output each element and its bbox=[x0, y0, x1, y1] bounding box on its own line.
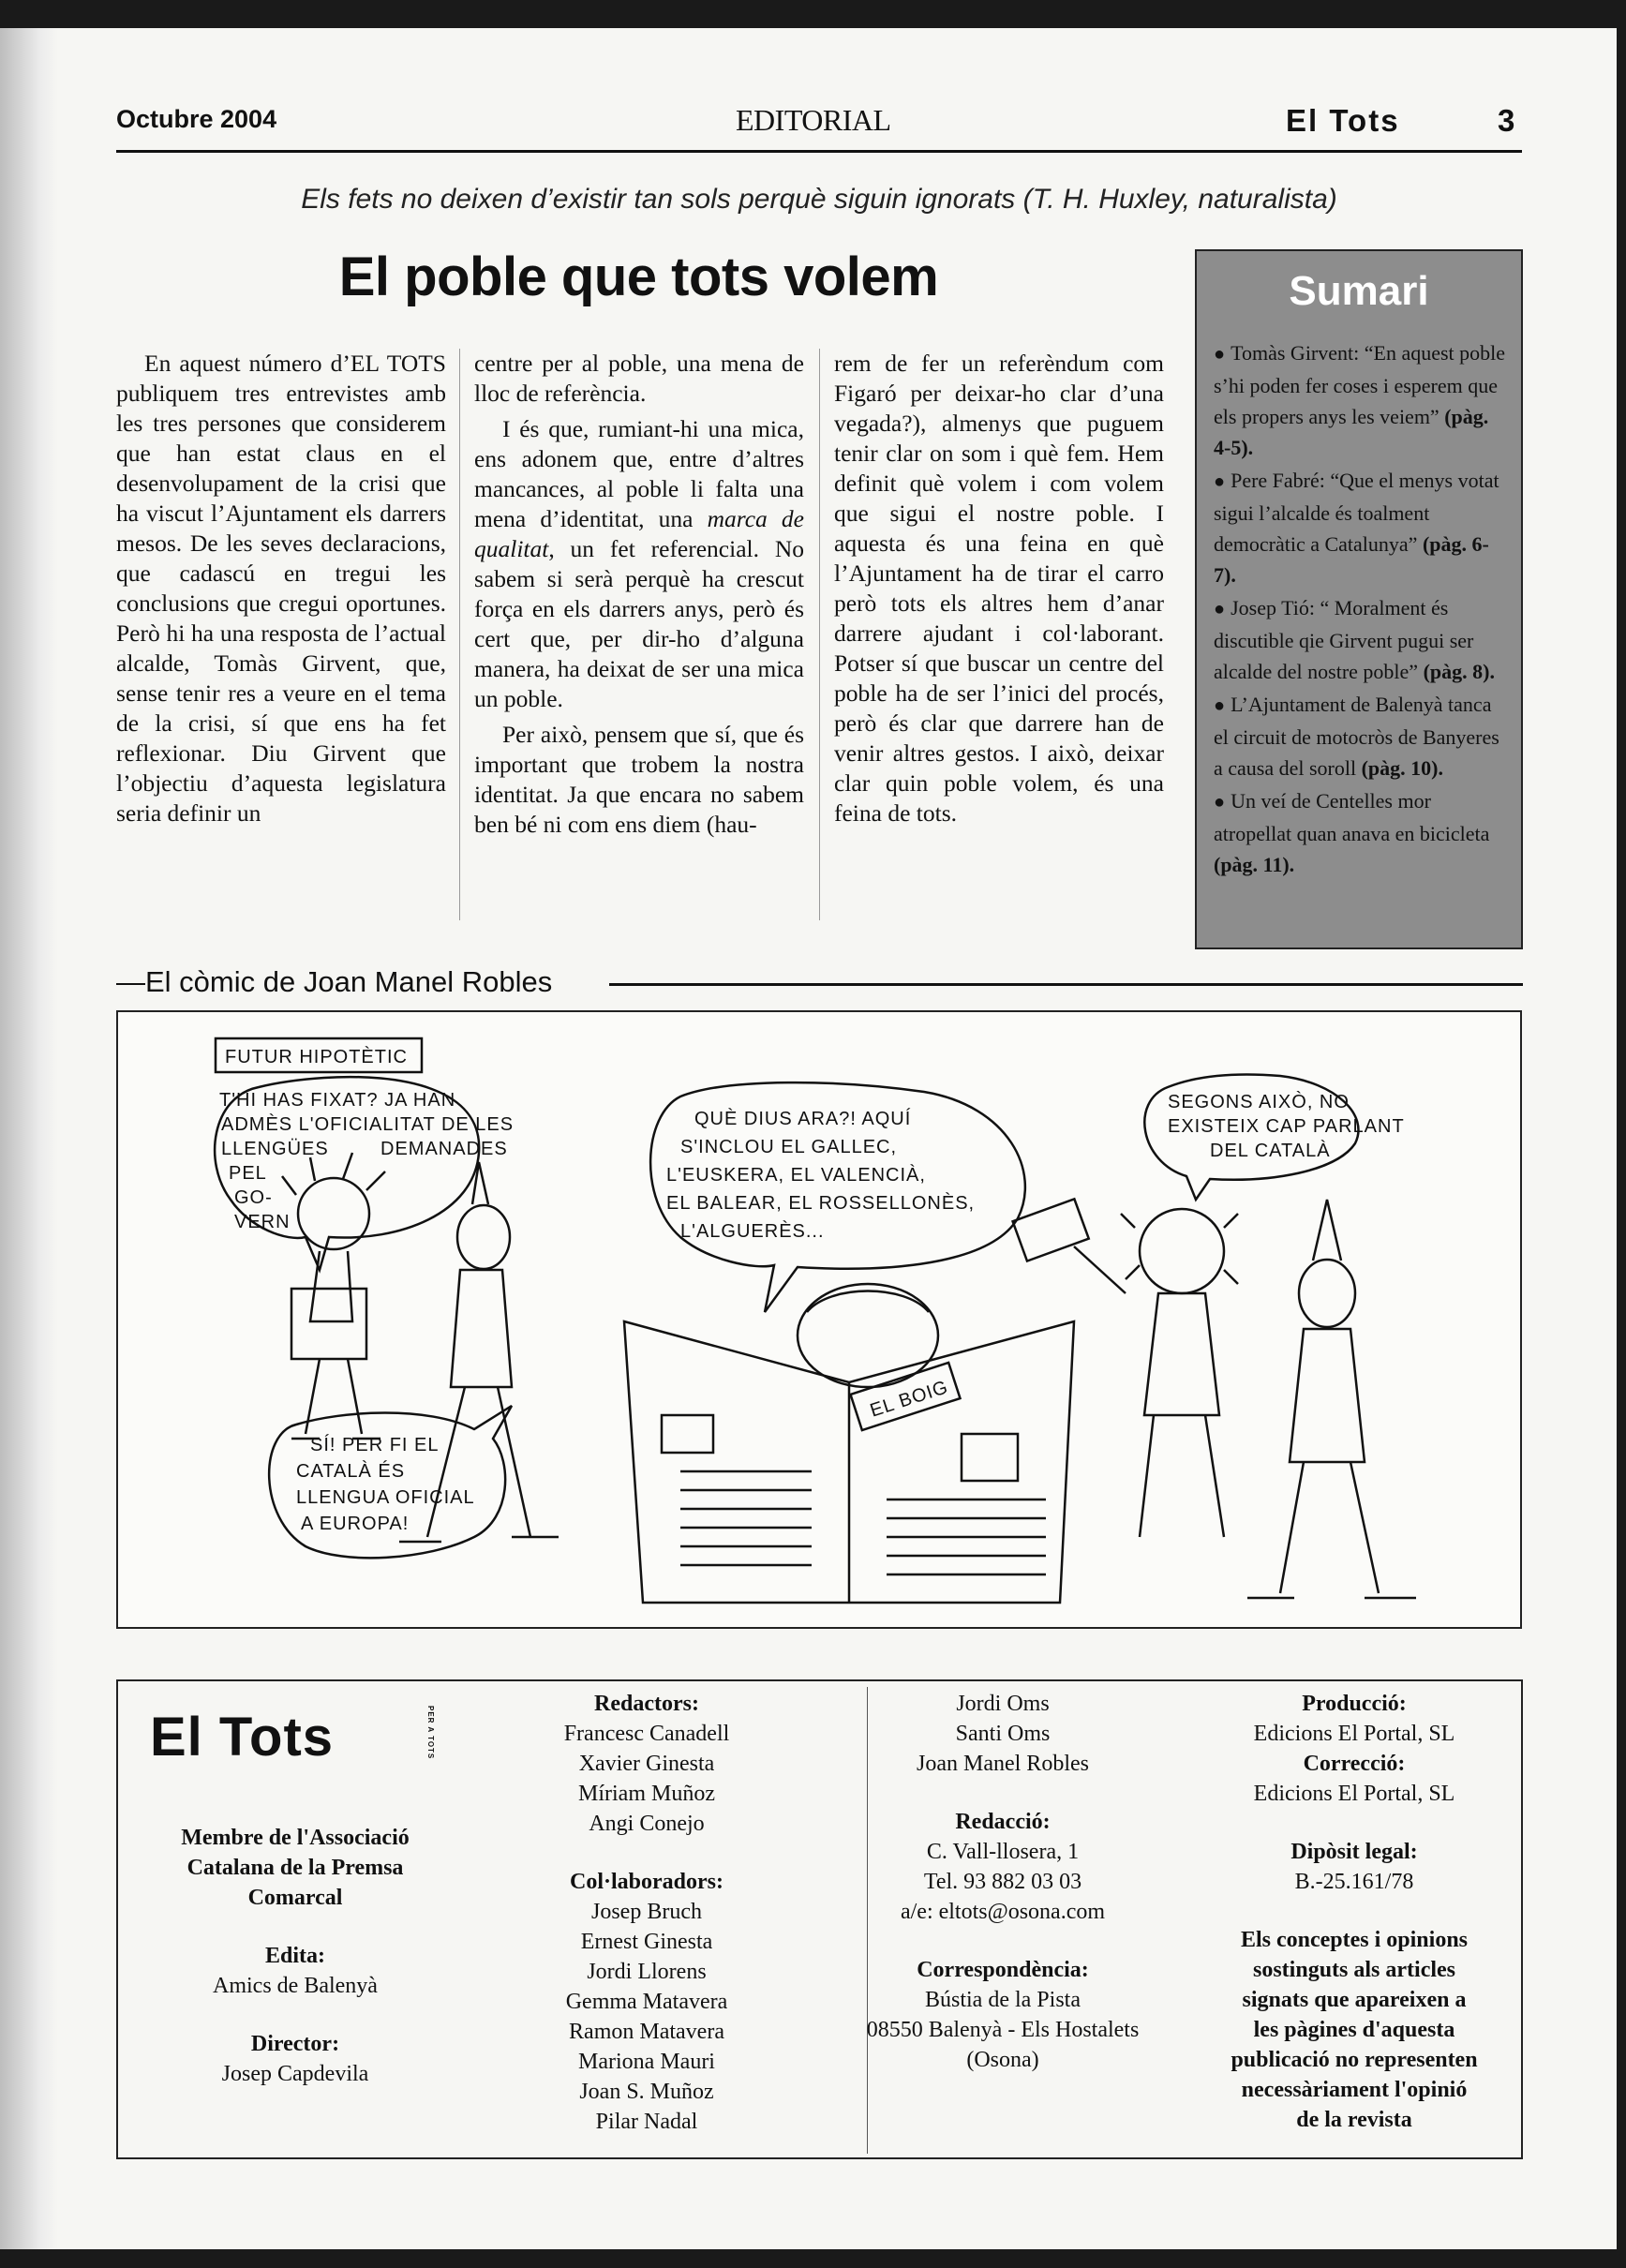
page-fold-shadow bbox=[0, 28, 58, 2249]
bubble-2-line: CATALÀ ÉS bbox=[296, 1461, 406, 1482]
correspondencia-line: 08550 Balenyà - Els Hostalets bbox=[866, 2018, 1140, 2042]
bubble-2-line: LLENGUA OFICIAL bbox=[296, 1487, 475, 1508]
bubble-1-line: T'HI HAS FIXAT? JA HAN bbox=[219, 1090, 456, 1111]
bubble-1-line: VERN bbox=[234, 1212, 291, 1232]
bubble-1-line: DEMANADES bbox=[380, 1139, 508, 1159]
bullet-icon: ● bbox=[1214, 471, 1226, 492]
correspondencia-line: (Osona) bbox=[966, 2048, 1039, 2072]
collaborador: Mariona Mauri bbox=[578, 2050, 715, 2074]
bubble-1-line: ADMÈS L'OFICIALITAT DE LES bbox=[221, 1114, 515, 1135]
collaboradors-label: Col·laboradors: bbox=[569, 1870, 723, 1894]
bullet-icon: ● bbox=[1214, 344, 1226, 365]
redactor: Míriam Muñoz bbox=[578, 1782, 715, 1806]
edita-label: Edita: bbox=[264, 1944, 325, 1968]
bullet-icon: ● bbox=[1214, 695, 1226, 716]
article-column-1 bbox=[116, 349, 446, 828]
bubble-3-line: L'EUSKERA, EL VALENCIÀ, bbox=[666, 1165, 926, 1186]
disclaimer-line: necessàriament l'opinió bbox=[1241, 2078, 1468, 2102]
collaborador: Josep Bruch bbox=[591, 1900, 702, 1924]
summary-item-text: Tomàs Girvent: “En aquest poble s’hi poden fer coses i esperem que els propers anys les veiem” bbox=[1214, 341, 1506, 428]
editorial-title: El poble que tots volem bbox=[338, 246, 939, 307]
collaborador: Jordi Llorens bbox=[587, 1960, 707, 1984]
disclaimer-line: publicació no representen bbox=[1231, 2048, 1478, 2072]
collaborador: Pilar Nadal bbox=[595, 2110, 698, 2134]
summary-item[interactable] bbox=[1214, 337, 1510, 463]
page-number: 3 bbox=[1498, 103, 1515, 138]
credits-column-3 bbox=[825, 1689, 1181, 2075]
bubble-3-line: L'ALGUERÈS... bbox=[680, 1221, 825, 1242]
redaccio-line: Tel. 93 882 03 03 bbox=[923, 1870, 1082, 1894]
summary-title: Sumari bbox=[1289, 268, 1429, 314]
caption-text: FUTUR HIPOTÈTIC bbox=[225, 1047, 408, 1067]
epigraph-quote: Els fets no deixen d’existir tan sols perquè siguin ignorats (T. H. Huxley, naturalista) bbox=[301, 184, 1337, 215]
logo-tagline: PER A TOTS bbox=[426, 1706, 435, 1760]
paragraph: I és que, rumiant-hi una mica, ens adonem que, entre d’altres mancances, al poble li falta una mena d’identitat, una marca de qualitat, un fet referencial. No sabem si serà perquè ha crescut força en els darrers anys, però és cert que, per dir-ho d’alguna manera, ha deixat de ser una mica un poble. bbox=[474, 415, 804, 712]
column-divider bbox=[819, 349, 820, 920]
comic-illustration bbox=[118, 1012, 1524, 1631]
summary-item-page: (pàg. 11). bbox=[1214, 853, 1295, 876]
redactor: Xavier Ginesta bbox=[578, 1752, 715, 1776]
newspaper-masthead: EL BOIG bbox=[867, 1377, 951, 1422]
disclaimer-line: les pàgines d'aquesta bbox=[1253, 2018, 1455, 2042]
bubble-2-line: SÍ! PER FI EL bbox=[310, 1435, 440, 1455]
column-divider bbox=[459, 349, 460, 920]
bubble-4-line: EXISTEIX CAP PARLANT bbox=[1168, 1116, 1405, 1137]
collaborador: Ernest Ginesta bbox=[580, 1930, 713, 1954]
bubble-2-line: A EUROPA! bbox=[301, 1514, 410, 1534]
summary-item[interactable] bbox=[1214, 689, 1510, 783]
character-lion bbox=[1013, 1199, 1238, 1537]
summary-item-text: Pere Fabré: “Que el menys votat sigui l’alcalde és toalment democràtic a Catalunya” bbox=[1214, 469, 1499, 556]
produccio-value: Edicions El Portal, SL bbox=[1253, 1722, 1455, 1746]
article-column-3 bbox=[834, 349, 1164, 828]
summary-item-text: Josep Tió: “ Moralment és discutible qie Girvent pugui ser alcalde del nostre poble” bbox=[1214, 596, 1474, 683]
disclaimer-line: de la revista bbox=[1296, 2108, 1412, 2132]
collaborador: Santi Oms bbox=[955, 1722, 1051, 1746]
diposit-label: Dipòsit legal: bbox=[1290, 1840, 1418, 1864]
diposit-value: B.-25.161/78 bbox=[1294, 1870, 1414, 1894]
bubble-3-line: S'INCLOU EL GALLEC, bbox=[680, 1137, 898, 1157]
bubble-3-line: EL BALEAR, EL ROSSELLONÈS, bbox=[666, 1193, 976, 1214]
collaborador: Ramon Matavera bbox=[569, 2020, 724, 2044]
summary-item-page: (pàg. 8). bbox=[1423, 660, 1495, 683]
paragraph: centre per al poble, una mena de lloc de referència. bbox=[474, 350, 804, 407]
credits-column-2 bbox=[506, 1689, 787, 2137]
summary-item[interactable] bbox=[1214, 592, 1510, 687]
summary-list bbox=[1214, 337, 1510, 882]
bubble-1-line: LLENGÜES bbox=[221, 1139, 329, 1159]
redaccio-line: C. Vall-llosera, 1 bbox=[926, 1840, 1080, 1864]
bullet-icon: ● bbox=[1214, 792, 1226, 813]
collaborador: Gemma Matavera bbox=[565, 1990, 728, 2014]
summary-item-page: (pàg. 10). bbox=[1361, 756, 1443, 780]
comic-rule bbox=[609, 983, 1523, 986]
director-label: Director: bbox=[250, 2032, 340, 2056]
redactor: Angi Conejo bbox=[589, 1812, 705, 1836]
emphasis-text: marca de qualitat bbox=[474, 505, 804, 562]
credits-column-4 bbox=[1195, 1689, 1514, 2135]
character-newspaper-reader bbox=[624, 1284, 1074, 1603]
correccio-value: Edicions El Portal, SL bbox=[1253, 1782, 1455, 1806]
bubble-1-line: PEL bbox=[229, 1163, 267, 1184]
paragraph: En aquest número d’EL TOTS publiquem tres entrevistes amb les tres persones que considerem que han estat claus en el desenvolupament de la crisi que ha viscut l’Ajuntament els darrers mesos. De les seves declaracions, que cadascú en tregui les conclusions que cregui oportunes. Però hi ha una resposta de l’actual alcalde, Tomàs Girvent, que, sense tenir res a veure en el tema de la crisi, sí que ens ha fet reflexionar. Diu Girvent que l’objectiu d’aquesta legislatura seria definir un bbox=[116, 350, 446, 827]
header-rule bbox=[116, 150, 1522, 153]
section-name: EDITORIAL bbox=[736, 103, 891, 137]
summary-item-page: (pàg. 6-7). bbox=[1214, 532, 1489, 587]
edita-value: Amics de Balenyà bbox=[213, 1974, 378, 1998]
lion-newspaper bbox=[1013, 1199, 1089, 1261]
correspondencia-label: Correspondència: bbox=[917, 1958, 1089, 1982]
character-right-man bbox=[1247, 1200, 1416, 1598]
summary-item-page: (pàg. 4-5). bbox=[1214, 405, 1489, 459]
newspaper bbox=[291, 1289, 366, 1359]
publication-name: El Tots bbox=[1286, 103, 1400, 138]
redactors-label: Redactors: bbox=[594, 1692, 699, 1716]
summary-item-text: L’Ajuntament de Balenyà tanca el circuit de motocròs de Banyeres a causa del soroll bbox=[1214, 693, 1499, 780]
paragraph: Per això, pensem que sí, que és important que trobem la nostra identitat. Ja que encara no sabem ben bé ni com ens diem (hau- bbox=[474, 721, 804, 838]
character-reader-left bbox=[282, 1153, 385, 1439]
article-column-2 bbox=[474, 349, 804, 840]
collaborador: Jordi Oms bbox=[956, 1692, 1050, 1716]
bubble-4-line: SEGONS AIXÒ, NO bbox=[1168, 1092, 1350, 1112]
bubble-3-line: QUÈ DIUS ARA?! AQUÍ bbox=[694, 1109, 912, 1129]
collaborador: Joan S. Muñoz bbox=[579, 2080, 714, 2104]
summary-item-text: Un veí de Centelles mor atropellat quan anava en bicicleta bbox=[1214, 789, 1490, 845]
membership-line: Comarcal bbox=[247, 1886, 343, 1910]
redaccio-email[interactable]: a/e: eltots@osona.com bbox=[900, 1900, 1106, 1924]
membership-line: Membre de l'Associació bbox=[181, 1826, 410, 1850]
director-value: Josep Capdevila bbox=[221, 2062, 369, 2086]
bullet-icon: ● bbox=[1214, 599, 1226, 619]
disclaimer-line: sostinguts als articles bbox=[1253, 1958, 1455, 1982]
summary-item[interactable] bbox=[1214, 465, 1510, 590]
disclaimer-line: signats que apareixen a bbox=[1242, 1988, 1467, 2012]
paragraph: rem de fer un referèndum com Figaró per deixar-ho clar d’una vegada?), almenys que puguem tenir clar on som i què fem. Hem definit què volem i com volem que sigui el nostre poble. I aquesta és una feina en què l’Ajuntament ha de tirar el carro però tots els altres hem d’anar darrere ajudant i col·laborant. Potser sí que buscar un centre del poble ha de ser l’inici del procés, però és clar que darrere han de venir altres gestos. I això, deixar clar quin poble volem, és una feina de tots. bbox=[834, 350, 1164, 827]
comic-strip bbox=[116, 1010, 1522, 1629]
publication-logo: El Tots bbox=[150, 1707, 335, 1768]
summary-box bbox=[1195, 249, 1523, 949]
correccio-label: Correcció: bbox=[1303, 1752, 1406, 1776]
bubble-4-line: DEL CATALÀ bbox=[1210, 1141, 1331, 1161]
collaborador: Joan Manel Robles bbox=[917, 1752, 1089, 1776]
produccio-label: Producció: bbox=[1302, 1692, 1407, 1716]
redactor: Francesc Canadell bbox=[563, 1722, 730, 1746]
summary-item[interactable] bbox=[1214, 785, 1510, 880]
disclaimer-line: Els conceptes i opinions bbox=[1240, 1928, 1469, 1952]
redaccio-label: Redacció: bbox=[955, 1810, 1051, 1834]
bubble-1-line: GO- bbox=[234, 1187, 273, 1208]
membership-line: Catalana de la Premsa bbox=[186, 1856, 404, 1880]
issue-date: Octubre 2004 bbox=[116, 105, 277, 133]
character-tall-man bbox=[399, 1162, 559, 1542]
credits-column-1 bbox=[141, 1823, 450, 2089]
comic-label: —El còmic de Joan Manel Robles bbox=[116, 965, 553, 998]
correspondencia-line: Bústia de la Pista bbox=[925, 1988, 1081, 2012]
